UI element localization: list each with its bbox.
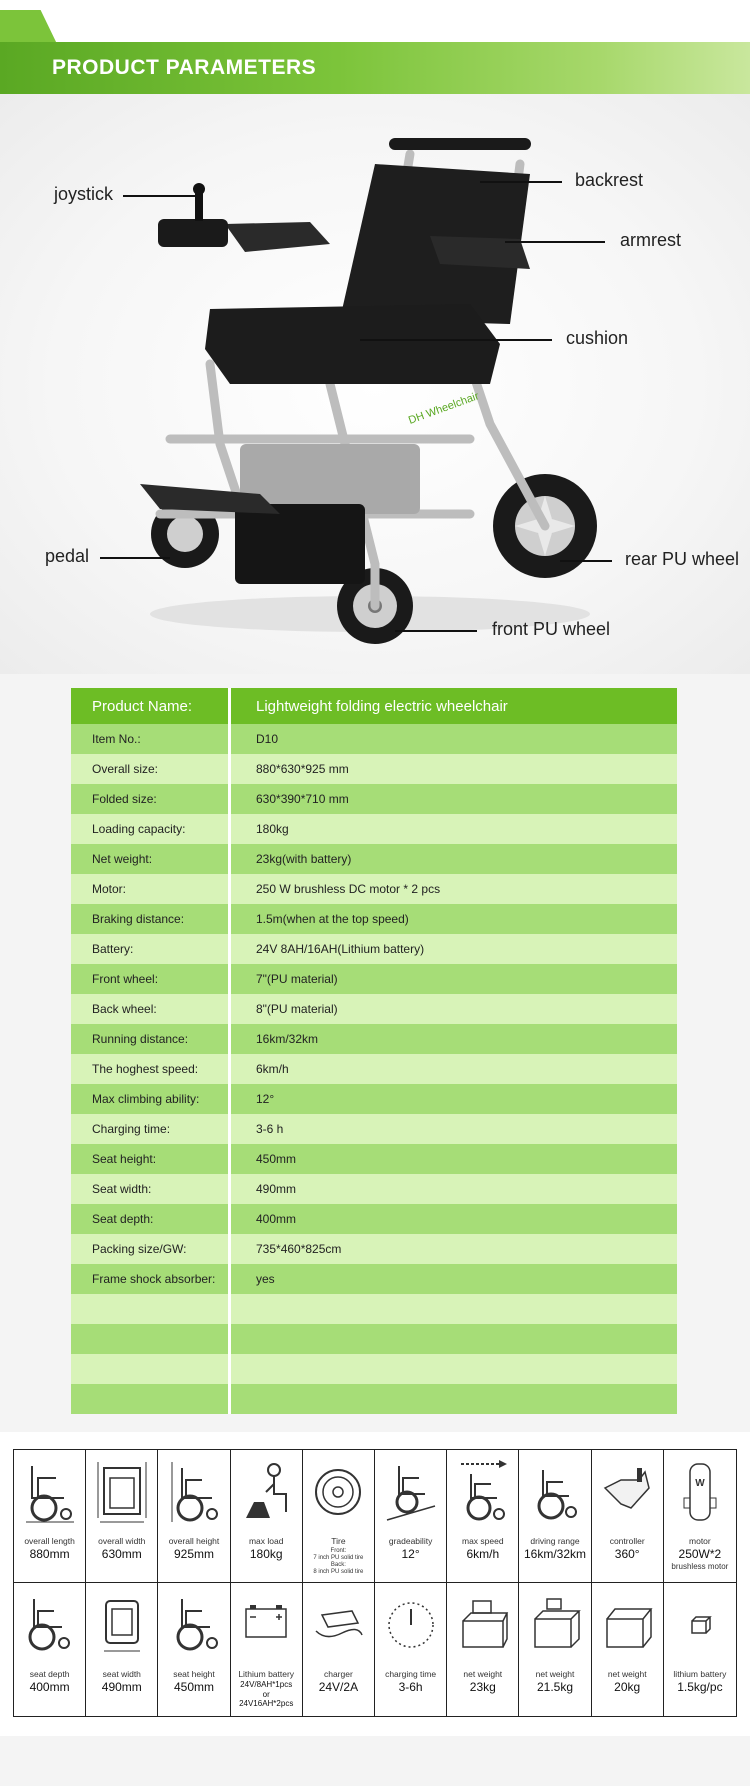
icon-cell-max-load <box>231 1450 303 1583</box>
banner-accent-tab <box>0 10 58 46</box>
spec-value: 7"(PU material) <box>256 972 338 986</box>
battery-option-1: 24V/8AH*1pcs <box>240 1680 293 1689</box>
icon-value: 3-6h <box>398 1680 423 1694</box>
icon-label: Lithium battery <box>238 1669 295 1679</box>
spec-name: Overall size: <box>71 754 231 784</box>
spec-row <box>71 904 677 934</box>
spec-table <box>71 688 677 1414</box>
tire-front-value: 7 inch PU solid tire <box>313 1554 364 1561</box>
spec-value: 880*630*925 mm <box>256 762 349 776</box>
spec-name: Running distance: <box>71 1024 231 1054</box>
tire-icon <box>312 1458 364 1526</box>
battery-spec-text <box>231 1680 302 1709</box>
motor-sub: brushless motor <box>671 1562 729 1571</box>
callout-line-pedal <box>100 557 170 559</box>
spec-row <box>71 814 677 844</box>
icon-cell-controller <box>592 1450 664 1583</box>
spec-row <box>71 964 677 994</box>
spec-row <box>71 1084 677 1114</box>
spec-row <box>71 1204 677 1234</box>
icon-cell-seat-depth <box>14 1583 86 1716</box>
spec-rows <box>71 724 677 1414</box>
spec-row <box>71 844 677 874</box>
spec-name: Front wheel: <box>71 964 231 994</box>
spec-value: 8"(PU material) <box>256 1002 338 1016</box>
icon-label: overall length <box>24 1536 75 1546</box>
box-weight-icon <box>601 1591 653 1659</box>
icon-cell-battery <box>231 1583 303 1716</box>
icon-cell-seat-height <box>158 1583 230 1716</box>
spec-name: Item No.: <box>71 724 231 754</box>
icon-cell-overall-height <box>158 1450 230 1583</box>
icon-label: net weight <box>463 1669 503 1679</box>
icon-cell-net-weight-1 <box>447 1583 519 1716</box>
callout-joystick: joystick <box>54 184 114 204</box>
net-weight-box-icon <box>457 1591 509 1659</box>
wheelchair-length-icon <box>24 1458 76 1526</box>
callout-rear-wheel: rear PU wheel <box>625 549 740 569</box>
spec-name: Battery: <box>71 934 231 964</box>
package-weight-icon <box>529 1591 581 1659</box>
icon-value: 23kg <box>469 1680 496 1694</box>
callout-line-front-wheel <box>395 630 477 632</box>
page-title: PRODUCT PARAMETERS <box>52 56 317 79</box>
banner <box>0 42 750 94</box>
seat-width-icon <box>96 1591 148 1659</box>
tire-spec-text <box>303 1548 374 1576</box>
icon-value: 880mm <box>29 1547 70 1561</box>
spec-table-header <box>71 688 677 724</box>
spec-name <box>71 1324 231 1354</box>
max-load-icon <box>240 1458 292 1526</box>
icon-cell-gradeability <box>375 1450 447 1583</box>
spec-value <box>231 1354 677 1384</box>
wheelchair-height-icon <box>168 1458 220 1526</box>
icon-value: 450mm <box>173 1680 214 1694</box>
icon-grid-section <box>0 1432 750 1736</box>
spec-row <box>71 1114 677 1144</box>
spec-value <box>231 1384 677 1414</box>
icon-cell-net-weight-3 <box>592 1583 664 1716</box>
battery-option-2: 24V16AH*2pcs <box>239 1699 294 1709</box>
spec-value: 250 W brushless DC motor * 2 pcs <box>256 882 441 896</box>
spec-value <box>231 1324 677 1354</box>
spec-row <box>71 754 677 784</box>
icon-label: motor <box>689 1536 711 1546</box>
icon-label: max speed <box>461 1536 504 1546</box>
icon-cell-lithium-battery-weight <box>664 1583 736 1716</box>
icon-label: max load <box>248 1536 284 1546</box>
spec-row <box>71 1264 677 1294</box>
spec-row <box>71 724 677 754</box>
spec-row <box>71 1294 677 1324</box>
spec-value: 24V 8AH/16AH(Lithium battery) <box>256 942 425 956</box>
spec-name: Loading capacity: <box>71 814 231 844</box>
charger-icon <box>312 1591 364 1659</box>
icon-cell-charging-time <box>375 1583 447 1716</box>
icon-label: seat depth <box>29 1669 70 1679</box>
spec-name: Frame shock absorber: <box>71 1264 231 1294</box>
spec-name: Seat depth: <box>71 1204 231 1234</box>
icon-cell-driving-range <box>519 1450 591 1583</box>
product-photo <box>0 94 750 674</box>
callout-armrest: armrest <box>620 230 682 250</box>
icon-value: 21.5kg <box>536 1680 573 1694</box>
charging-clock-icon <box>385 1591 437 1659</box>
controller-icon <box>601 1458 653 1526</box>
icon-value: 24V/2A <box>318 1680 359 1694</box>
spec-row <box>71 1054 677 1084</box>
motor-letter: W <box>695 1478 705 1489</box>
icon-label: charger <box>323 1669 353 1679</box>
icon-label: lithium battery <box>673 1669 727 1679</box>
icon-cell-tire <box>303 1450 375 1583</box>
spec-name: Braking distance: <box>71 904 231 934</box>
spec-value: 630*390*710 mm <box>256 792 349 806</box>
icon-label: overall height <box>168 1536 220 1546</box>
icon-grid <box>13 1449 737 1717</box>
spec-name: Seat width: <box>71 1174 231 1204</box>
icon-label: seat width <box>102 1669 141 1679</box>
icon-label: seat height <box>173 1669 215 1679</box>
spec-name: Back wheel: <box>71 994 231 1024</box>
spec-row <box>71 1144 677 1174</box>
icon-value: 360° <box>614 1547 640 1561</box>
max-speed-icon <box>457 1458 509 1526</box>
icon-cell-overall-length <box>14 1450 86 1583</box>
icon-value: 20kg <box>614 1680 641 1694</box>
icon-value: 16km/32km <box>523 1547 586 1561</box>
battery-icon <box>240 1591 292 1659</box>
icon-value: 630mm <box>101 1547 142 1561</box>
spec-header-name: Product Name: <box>71 688 231 724</box>
icon-value: 180kg <box>249 1547 283 1561</box>
spec-name: Seat height: <box>71 1144 231 1174</box>
icon-label: overall width <box>98 1536 146 1546</box>
spec-name: Folded size: <box>71 784 231 814</box>
spec-name: Motor: <box>71 874 231 904</box>
seat-height-icon <box>168 1591 220 1659</box>
callout-cushion: cushion <box>566 328 629 348</box>
icon-cell-motor <box>664 1450 736 1583</box>
icon-label: net weight <box>607 1669 647 1679</box>
icon-label: net weight <box>535 1669 575 1679</box>
icon-cell-seat-width <box>86 1583 158 1716</box>
icon-cell-overall-width <box>86 1450 158 1583</box>
spec-value: 16km/32km <box>256 1032 319 1046</box>
spec-name: Packing size/GW: <box>71 1234 231 1264</box>
callout-backrest: backrest <box>575 170 644 190</box>
spec-value: 1.5m(when at the top speed) <box>256 912 409 926</box>
motor-icon <box>674 1458 726 1526</box>
seat-depth-icon <box>24 1591 76 1659</box>
spec-value: 735*460*825cm <box>256 1242 342 1256</box>
icon-value: 400mm <box>29 1680 70 1694</box>
spec-value: 23kg(with battery) <box>256 852 352 866</box>
icon-value: 12° <box>401 1547 420 1561</box>
spec-row <box>71 934 677 964</box>
callout-front-wheel: front PU wheel <box>492 619 611 639</box>
spec-value: 6km/h <box>256 1062 289 1076</box>
spec-name <box>71 1354 231 1384</box>
gradeability-icon <box>385 1458 437 1526</box>
icon-label: gradeability <box>388 1536 433 1546</box>
driving-range-icon <box>529 1458 581 1526</box>
tire-front-label: Front: <box>330 1548 347 1554</box>
brand-text: DH Wheelchair <box>406 390 481 427</box>
spec-name: The hoghest speed: <box>71 1054 231 1084</box>
spec-name: Net weight: <box>71 844 231 874</box>
spec-row <box>71 784 677 814</box>
icon-cell-charger <box>303 1583 375 1716</box>
icon-value: 6km/h <box>466 1547 500 1561</box>
callout-line-rear-wheel <box>560 560 612 562</box>
icon-cell-net-weight-2 <box>519 1583 591 1716</box>
icon-label: driving range <box>530 1536 580 1546</box>
icon-value: 250W*2 <box>678 1547 722 1561</box>
spec-name: Charging time: <box>71 1114 231 1144</box>
battery-or: or <box>262 1689 270 1699</box>
spec-row <box>71 1384 677 1414</box>
wheelchair-width-icon <box>96 1458 148 1526</box>
icon-value: 1.5kg/pc <box>677 1680 723 1694</box>
tire-back-value: 8 inch PU solid tire <box>313 1568 364 1575</box>
spec-value: 180kg <box>256 822 289 836</box>
icon-label: Tire <box>331 1536 346 1546</box>
spec-row <box>71 1234 677 1264</box>
header-banner-area <box>0 0 750 100</box>
callout-line-armrest <box>505 241 605 243</box>
spec-value: 450mm <box>256 1152 297 1166</box>
spec-value: 400mm <box>256 1212 297 1226</box>
spec-value: yes <box>256 1272 275 1286</box>
spec-value: 12° <box>256 1092 275 1106</box>
spec-value: 3-6 h <box>256 1122 284 1136</box>
spec-header-value: Lightweight folding electric wheelchair <box>256 697 508 715</box>
tire-back-label: Back: <box>330 1561 346 1568</box>
spec-name <box>71 1294 231 1324</box>
spec-value: D10 <box>256 732 279 746</box>
spec-row <box>71 1324 677 1354</box>
spec-row <box>71 1354 677 1384</box>
icon-label: charging time <box>385 1669 437 1679</box>
small-battery-box-icon <box>674 1591 726 1659</box>
spec-row <box>71 1174 677 1204</box>
spec-row <box>71 994 677 1024</box>
icon-value: 490mm <box>101 1680 142 1694</box>
icon-cell-max-speed <box>447 1450 519 1583</box>
icon-value: 925mm <box>173 1547 214 1561</box>
callout-pedal: pedal <box>45 546 90 566</box>
spec-value <box>231 1294 677 1324</box>
callout-line-cushion <box>360 339 552 341</box>
spec-row <box>71 874 677 904</box>
callout-line-backrest <box>480 181 562 183</box>
spec-value: 490mm <box>256 1182 297 1196</box>
spec-row <box>71 1024 677 1054</box>
spec-name: Max climbing ability: <box>71 1084 231 1114</box>
spec-name <box>71 1384 231 1414</box>
callout-line-joystick <box>123 195 198 197</box>
icon-label: controller <box>609 1536 645 1546</box>
